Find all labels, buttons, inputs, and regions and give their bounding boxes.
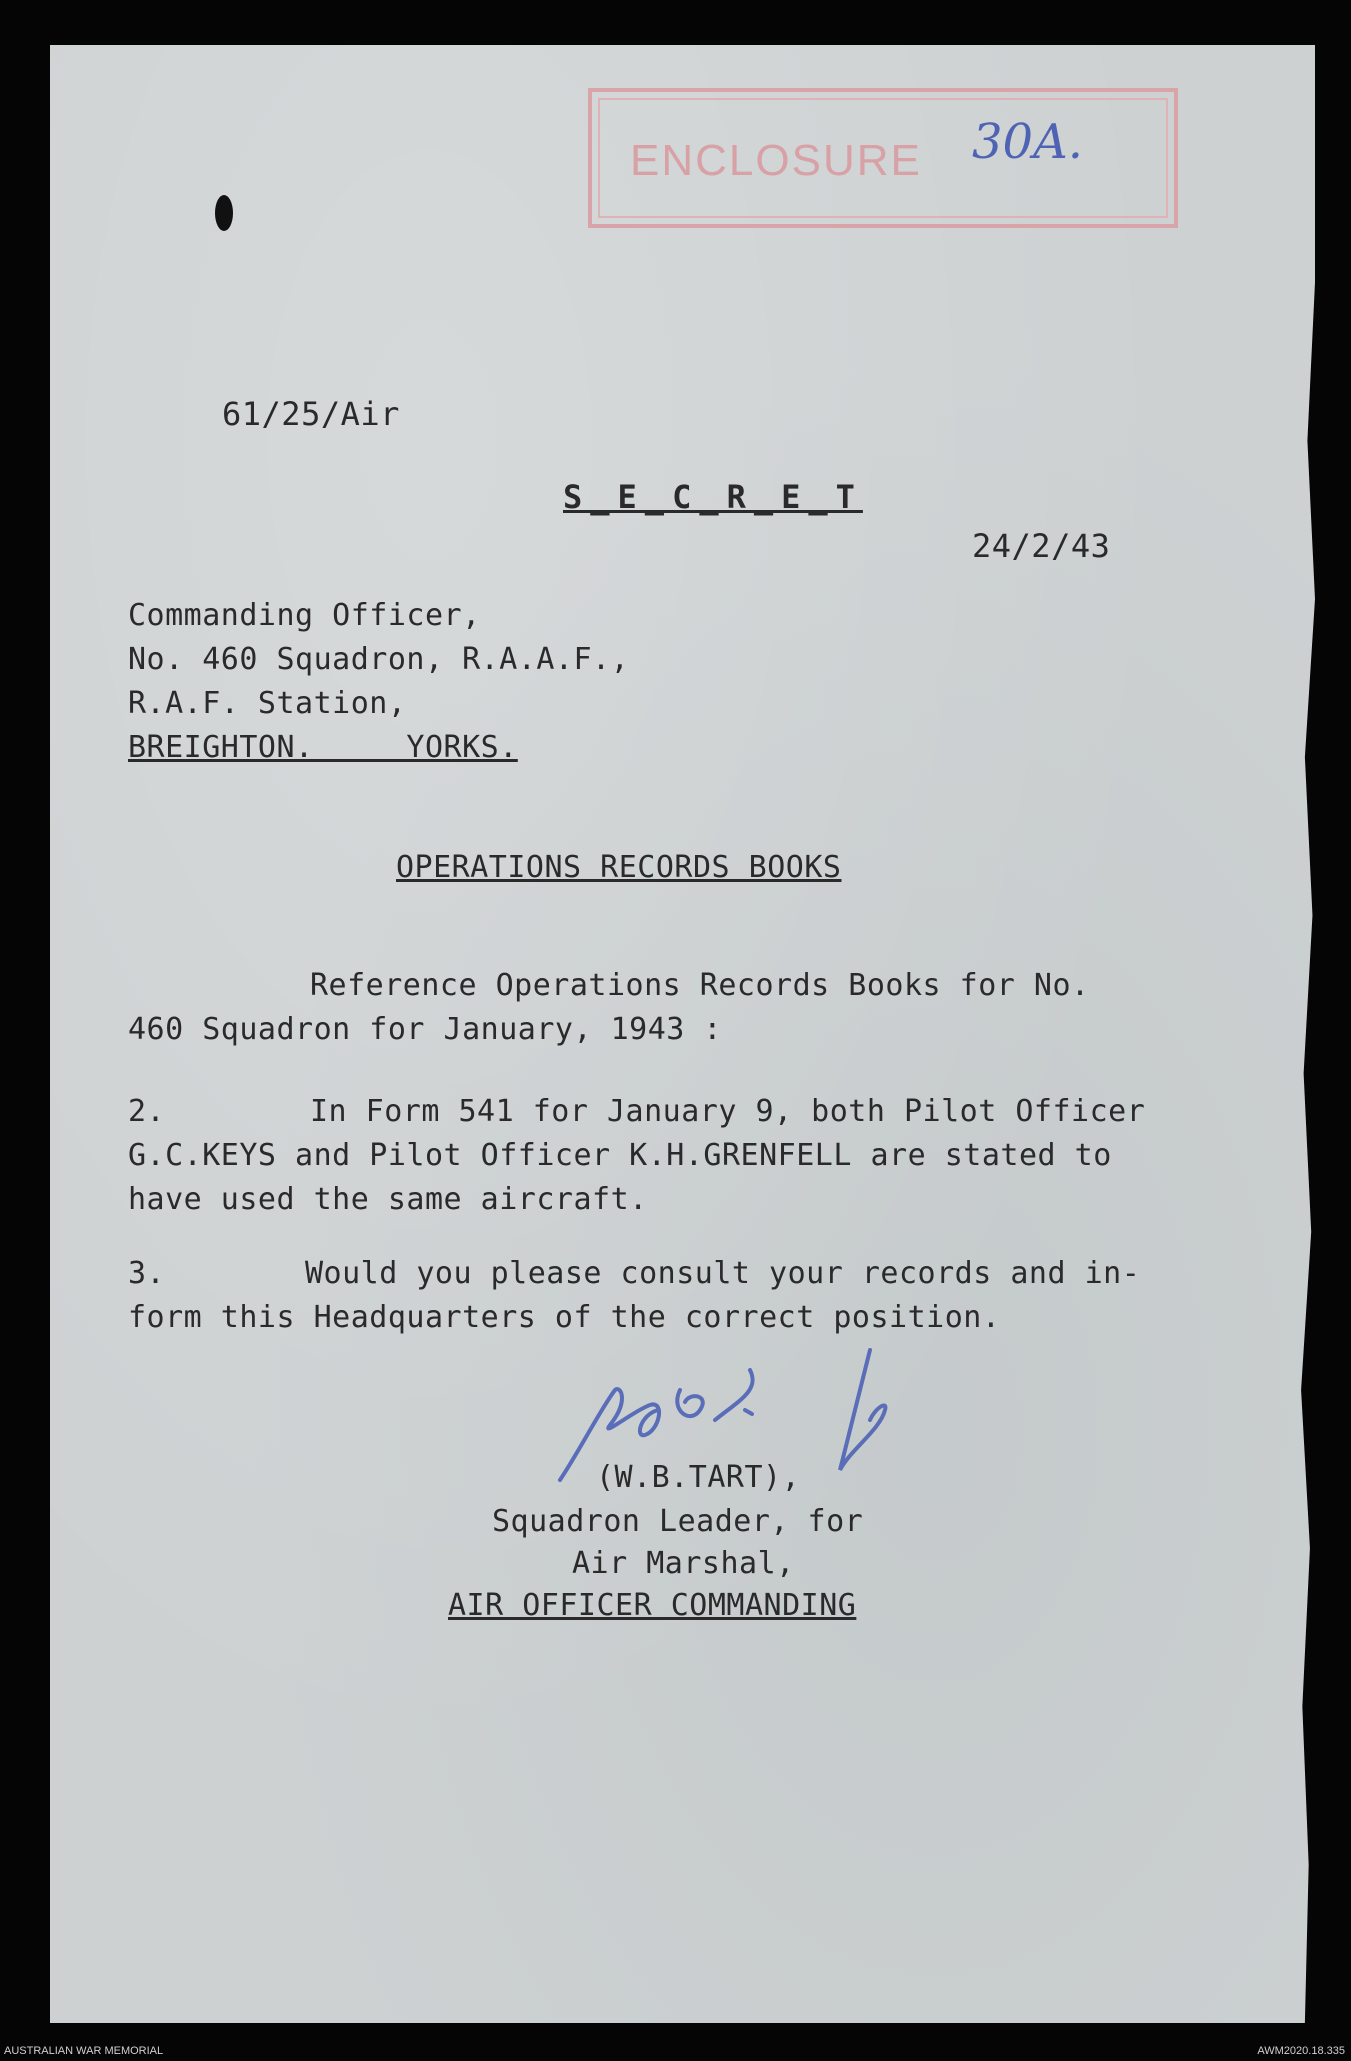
paragraph-3-number: 3. bbox=[128, 1256, 166, 1291]
paragraph-3-line: form this Headquarters of the correct position. bbox=[128, 1300, 1001, 1335]
document-date: 24/2/43 bbox=[972, 527, 1111, 565]
signature-title: AIR OFFICER COMMANDING bbox=[448, 1588, 857, 1623]
paragraph-2-line: In Form 541 for January 9, both Pilot Officer bbox=[310, 1094, 1146, 1129]
punch-hole bbox=[215, 195, 233, 231]
paragraph-1-line: Reference Operations Records Books for No. bbox=[310, 968, 1090, 1003]
address-line: No. 460 Squadron, R.A.A.F., bbox=[128, 642, 630, 677]
paragraph-2-number: 2. bbox=[128, 1094, 166, 1129]
signature-name: (W.B.TART), bbox=[596, 1460, 801, 1495]
stamp-number: 30A. bbox=[972, 114, 1083, 170]
address-line: BREIGHTON. YORKS. bbox=[128, 730, 518, 765]
paragraph-1-line: 460 Squadron for January, 1943 : bbox=[128, 1012, 722, 1047]
address-line: R.A.F. Station, bbox=[128, 686, 407, 721]
footer-accession: AWM2020.18.335 bbox=[1257, 2045, 1345, 2057]
paragraph-3-line: Would you please consult your records and in- bbox=[305, 1256, 1141, 1291]
signature-for: Air Marshal, bbox=[572, 1546, 795, 1581]
enclosure-stamp bbox=[588, 88, 1178, 228]
paragraph-2-line: G.C.KEYS and Pilot Officer K.H.GRENFELL are stated to bbox=[128, 1138, 1112, 1173]
signature-rank: Squadron Leader, for bbox=[492, 1504, 864, 1539]
footer-institution: AUSTRALIAN WAR MEMORIAL bbox=[4, 2045, 164, 2057]
subject-heading: OPERATIONS RECORDS BOOKS bbox=[396, 850, 842, 885]
address-line: Commanding Officer, bbox=[128, 598, 481, 633]
classification: S_E_C_R_E_T bbox=[563, 478, 863, 516]
stamp-word: ENCLOSURE bbox=[630, 136, 922, 185]
paragraph-2-line: have used the same aircraft. bbox=[128, 1182, 648, 1217]
file-reference: 61/25/Air bbox=[222, 395, 400, 433]
